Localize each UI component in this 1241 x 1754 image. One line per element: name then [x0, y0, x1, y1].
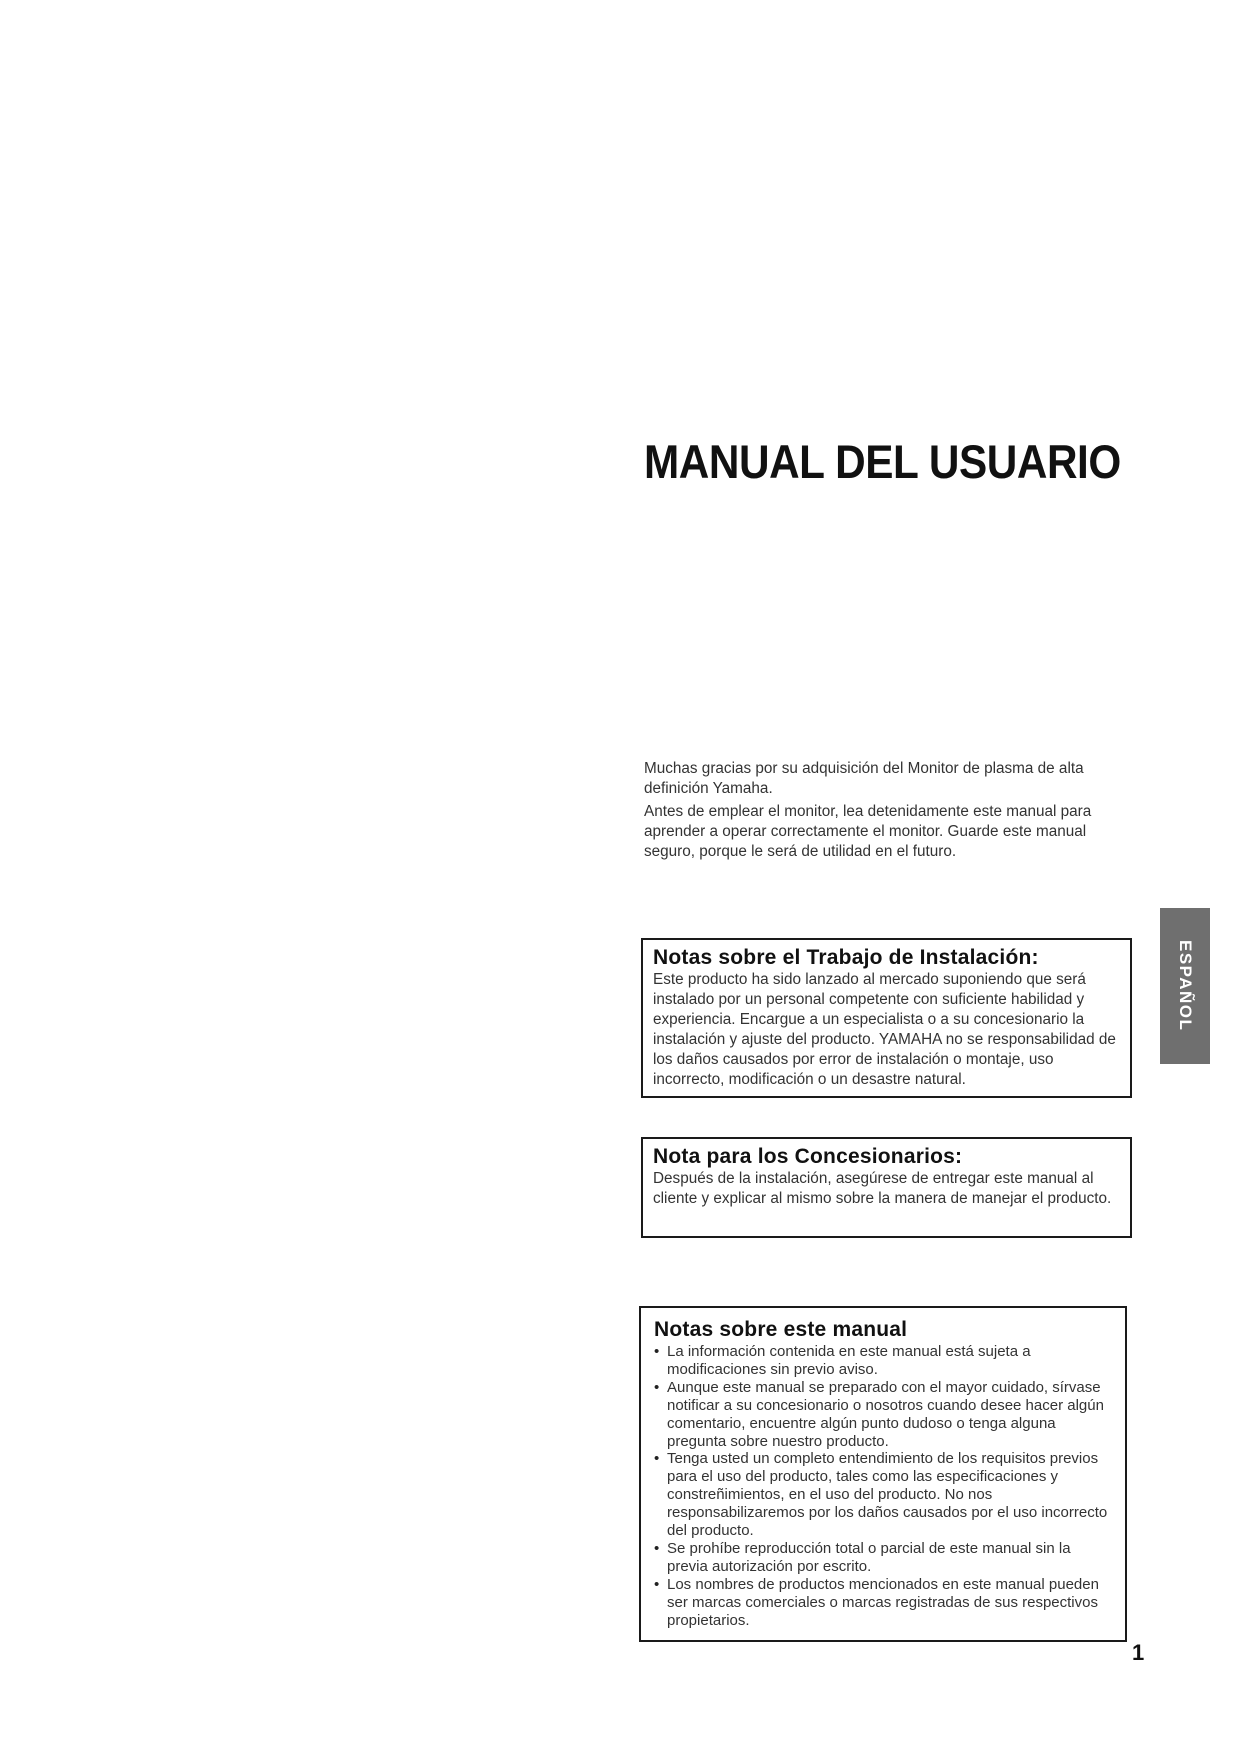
dealers-note-box [641, 1137, 1132, 1238]
intro-paragraph-instructions: Antes de emplear el monitor, lea detenidamente este manual para aprender a operar correctamente el monitor. Guarde este manual seguro, porque le será de utilidad en el futuro. [644, 803, 1092, 860]
manual-notes-box [639, 1306, 1127, 1642]
language-tab-label: ESPAÑOL [1176, 940, 1195, 1032]
list-item: • La información contenida en este manual está sujeta a modificaciones sin previo aviso. [654, 1343, 1113, 1379]
intro-section [644, 759, 1124, 865]
installation-notes-body: Este producto ha sido lanzado al mercado suponiendo que será instalado por un personal competente con suficiente habilidad y experiencia. Encargue a un especialista o a su concesionario la instalación y ajuste del producto. YAMAHA no se responsabilidad de los daños causados por error de instalación o montaje, uso incorrecto, modificación o un desastre natural. [653, 971, 1116, 1088]
manual-notes-heading: Notas sobre este manual [654, 1318, 908, 1341]
manual-notes-list [654, 1343, 1113, 1630]
language-tab [1160, 908, 1210, 1064]
page-title: MANUAL DEL USUARIO [644, 435, 1121, 488]
list-item: • Aunque este manual se preparado con el mayor cuidado, sírvase notificar a su concesionario o nosotros cuando desee hacer algún comentario, encuentre algún punto dudoso o tenga alguna pregunta sobre nuestro producto. [654, 1379, 1113, 1451]
list-item: • Los nombres de productos mencionados en este manual pueden ser marcas comerciales o marcas registradas de sus respectivos propietarios. [654, 1576, 1113, 1630]
dealers-note-heading: Nota para los Concesionarios: [653, 1145, 963, 1168]
installation-notes-heading: Notas sobre el Trabajo de Instalación: [653, 946, 1039, 969]
intro-paragraph-thanks: Muchas gracias por su adquisición del Monitor de plasma de alta definición Yamaha. [644, 760, 1084, 797]
dealers-note-body: Después de la instalación, asegúrese de entregar este manual al cliente y explicar al mismo sobre la manera de manejar el producto. [653, 1170, 1112, 1207]
installation-notes-box [641, 938, 1132, 1098]
page-number: 1 [1132, 1640, 1145, 1665]
list-item: • Se prohíbe reproducción total o parcial de este manual sin la previa autorización por escrito. [654, 1540, 1113, 1576]
list-item: • Tenga usted un completo entendimiento de los requisitos previos para el uso del producto, tales como las especificaciones y constreñimientos, en el uso del producto. No nos responsabilizaremos por los daños causados por el uso incorrecto del producto. [654, 1450, 1113, 1540]
